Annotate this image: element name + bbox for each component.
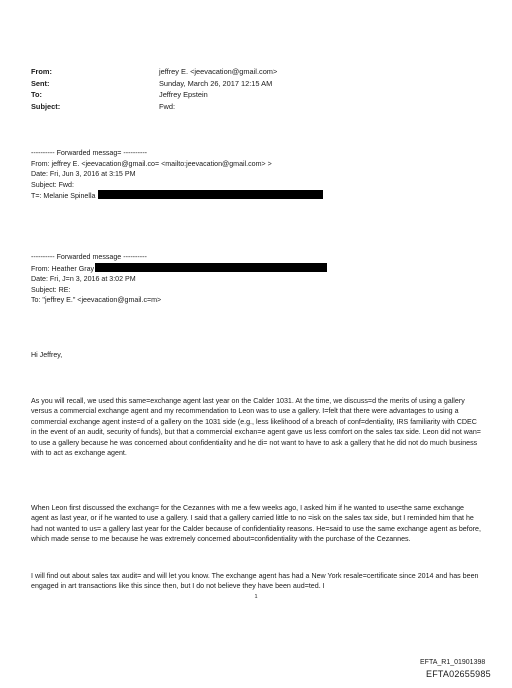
forwarded-message-2 — [31, 252, 327, 306]
header-value: Sunday, March 26, 2017 12:15 AM — [159, 78, 273, 88]
body-paragraph-3: I will find out about sales tax audit= and will let you know. The exchange agent has had a New York resale=certificate since 2014 and has been engaged in art transactions like this since then, but I do not believe they have been aud=ted. I — [31, 572, 479, 591]
header-value: Fwd: — [159, 101, 176, 111]
forward-date: Date: Fri, J=n 3, 2016 at 3:02 PM — [31, 275, 136, 283]
header-row-from — [31, 66, 277, 78]
body-paragraph-1: As you will recall, we used this same=exchange agent last year on the Calder 1031. At the time, we discuss=d the merits of using a gallery versus a commercial exchange agent and my recommendation to Leon was to use a gallery. I=felt that there were advantages to using a commercial exchange agent inste=d of a gallery on the 1031 side (e.g., less likelihood of a breach of conf=dentiality, IRS familiarity with CDEC in the event of an audit, security of funds), but that a commercial exchan=e agent gave us less comfort on the sales tax side. Leon did not wan= to use a gallery because he was concerned about confidentiality and he di= not want to have to ask a gallery that he did not do much business with to act as exchange agent. — [31, 397, 481, 458]
header-row-sent — [31, 78, 277, 90]
forward-from: From: Heather Gray — [31, 264, 95, 273]
page-number: 1 — [254, 594, 258, 600]
forward-subject: Subject: RE: — [31, 285, 71, 294]
forward-divider: ---------- Forwarded messag= ---------- — [31, 149, 148, 157]
header-label: Subject: — [31, 101, 61, 111]
header-value: jeffrey E. <jeevacation@gmail.com> — [159, 67, 278, 76]
forwarded-message-1 — [31, 148, 323, 202]
forward-to: T=: Melanie Spinella — [31, 192, 96, 200]
bates-stamp-small: EFTA_R1_01901398 — [420, 659, 486, 666]
forward-subject: Subject: Fwd: — [31, 180, 74, 189]
email-header — [31, 66, 277, 112]
forward-to-line — [31, 190, 323, 202]
header-label: From: — [31, 67, 52, 76]
header-label: To: — [31, 90, 42, 99]
header-value: Jeffrey Epstein — [159, 90, 208, 99]
greeting: Hi Jeffrey, — [31, 351, 63, 359]
bates-stamp-large: EFTA02655985 — [426, 669, 491, 679]
forward-from: From: jeffrey E. <jeevacation@gmail.co= <mailto:jeevacation@gmail.com> > — [31, 159, 272, 168]
forward-date: Date: Fri, Jun 3, 2016 at 3:15 PM — [31, 170, 136, 178]
header-label: Sent: — [31, 78, 50, 88]
header-row-to — [31, 89, 277, 101]
forward-divider: ---------- Forwarded message ---------- — [31, 253, 147, 261]
forward-from-line — [31, 263, 327, 275]
header-row-subject — [31, 101, 277, 113]
redaction-bar — [98, 190, 323, 199]
forward-to: To: "jeffrey E." <jeevacation@gmail.c=m> — [31, 296, 162, 304]
redaction-bar — [95, 263, 327, 272]
body-paragraph-2: When Leon first discussed the exchang= for the Cezannes with me a few weeks ago, I asked him if he wanted to use=the same exchange agent as last year, or if he wanted to use a gallery. I said that a gallery carried little to no =isk on the sales tax side, but I reminded him that he had not wanted to us= a gallery last year for the Calder because of confidentiality reasons. He=said to use the same exchange agent as before, which made sense to me because he was extremely concerned about=confidentiality with the purchase of the Cezannes. — [31, 504, 481, 544]
